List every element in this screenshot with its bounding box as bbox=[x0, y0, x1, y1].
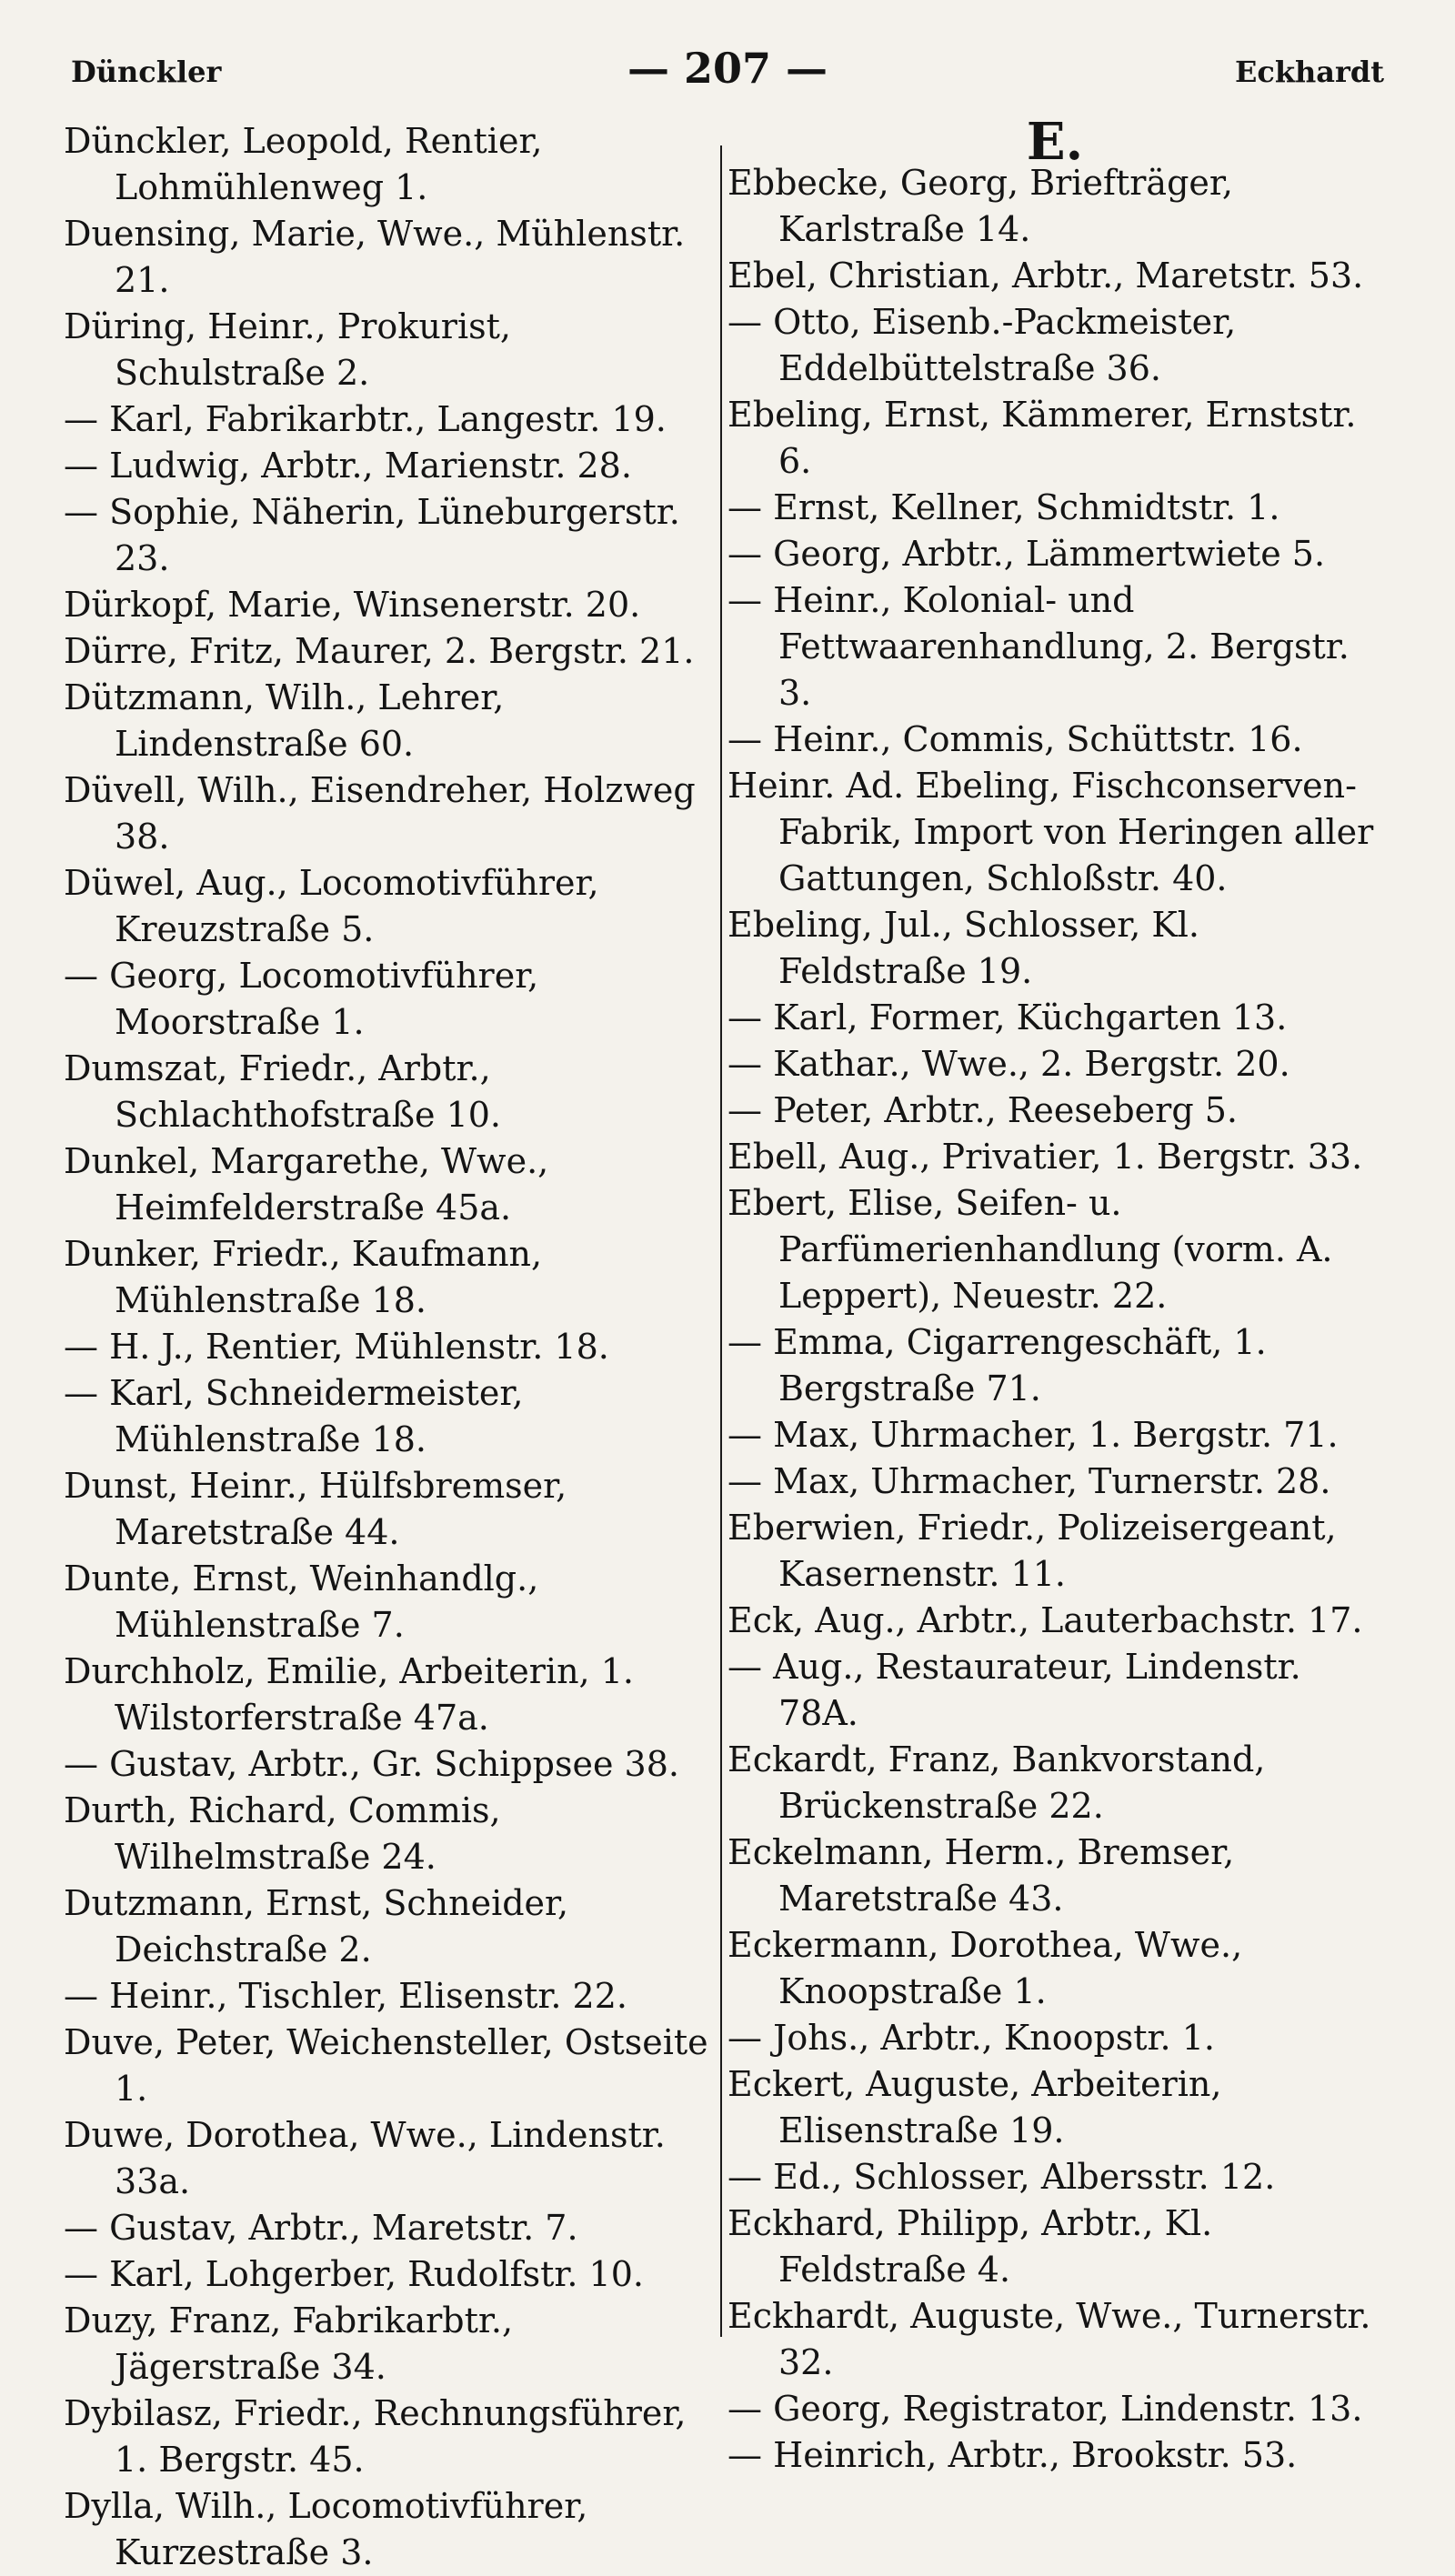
directory-entry: Eckardt, Franz, Bankvorstand, Brückenstraße 22. bbox=[728, 1739, 1266, 1826]
directory-entry: — Georg, Registrator, Lindenstr. 13. bbox=[728, 2389, 1363, 2429]
directory-entry: — Georg, Locomotivführer, Moorstraße 1. bbox=[64, 956, 539, 1042]
directory-entry: Dürkopf, Marie, Winsenerstr. 20. bbox=[64, 585, 641, 625]
directory-entry: — Max, Uhrmacher, 1. Bergstr. 71. bbox=[728, 1415, 1339, 1455]
directory-entry: Dunst, Heinr., Hülfsbremser, Maretstraße 44. bbox=[64, 1466, 567, 1552]
directory-entry: — Gustav, Arbtr., Gr. Schippsee 38. bbox=[64, 1744, 679, 1784]
directory-entry: Ebel, Christian, Arbtr., Maretstr. 53. bbox=[728, 256, 1364, 296]
directory-entry: Ebell, Aug., Privatier, 1. Bergstr. 33. bbox=[728, 1137, 1363, 1177]
directory-entry: Dybilasz, Friedr., Rechnungsführer, 1. Bergstr. 45. bbox=[64, 2393, 687, 2480]
directory-entry: Eckelmann, Herm., Bremser, Maretstraße 43. bbox=[728, 1832, 1235, 1919]
directory-entry: Ebeling, Jul., Schlosser, Kl. Feldstraße 19. bbox=[728, 905, 1199, 991]
running-head-left: Dünckler bbox=[71, 55, 222, 89]
directory-entry: — Kathar., Wwe., 2. Bergstr. 20. bbox=[728, 1044, 1290, 1084]
directory-entry: — Heinr., Commis, Schüttstr. 16. bbox=[728, 719, 1303, 759]
directory-entry: Düring, Heinr., Prokurist, Schulstraße 2. bbox=[64, 306, 511, 393]
directory-entry: Dützmann, Wilh., Lehrer, Lindenstraße 60. bbox=[64, 677, 505, 764]
directory-entry: Ebert, Elise, Seifen- u. Parfümerienhandlung (vorm. A. Leppert), Neuestr. 22. bbox=[728, 1183, 1333, 1316]
directory-entry: Eckhard, Philipp, Arbtr., Kl. Feldstraße 4. bbox=[728, 2203, 1213, 2290]
directory-entry: — Ed., Schlosser, Albersstr. 12. bbox=[728, 2157, 1276, 2197]
directory-entry: — Ernst, Kellner, Schmidtstr. 1. bbox=[728, 487, 1280, 527]
directory-entry: — Heinr., Tischler, Elisenstr. 22. bbox=[64, 1976, 627, 2016]
directory-entry: Ebeling, Ernst, Kämmerer, Ernststr. 6. bbox=[728, 395, 1357, 481]
directory-entry: — Georg, Arbtr., Lämmertwiete 5. bbox=[728, 534, 1326, 574]
directory-entry: Durth, Richard, Commis, Wilhelmstraße 24. bbox=[64, 1790, 501, 1877]
directory-entry: Dürre, Fritz, Maurer, 2. Bergstr. 21. bbox=[64, 631, 695, 671]
directory-entry: Düwel, Aug., Locomotivführer, Kreuzstraße 5. bbox=[64, 863, 599, 949]
directory-entry: Eckhardt, Auguste, Wwe., Turnerstr. 32. bbox=[728, 2296, 1371, 2382]
directory-entry: — Max, Uhrmacher, Turnerstr. 28. bbox=[728, 1461, 1331, 1501]
directory-entry: Dumszat, Friedr., Arbtr., Schlachthofstraße 10. bbox=[64, 1048, 502, 1135]
directory-entry: Dünckler, Leopold, Rentier, Lohmühlenweg 1. bbox=[64, 121, 543, 207]
directory-entry: — Sophie, Näherin, Lüneburgerstr. 23. bbox=[64, 492, 680, 578]
directory-entry: — Karl, Former, Küchgarten 13. bbox=[728, 997, 1288, 1037]
directory-entry: — Johs., Arbtr., Knoopstr. 1. bbox=[728, 2018, 1215, 2058]
directory-entry: Dunker, Friedr., Kaufmann, Mühlenstraße 18. bbox=[64, 1234, 543, 1320]
directory-entry: Eck, Aug., Arbtr., Lauterbachstr. 17. bbox=[728, 1600, 1363, 1640]
directory-entry: Dunkel, Margarethe, Wwe., Heimfelderstraße 45a. bbox=[64, 1141, 549, 1228]
directory-entry: Duwe, Dorothea, Wwe., Lindenstr. 33a. bbox=[64, 2115, 666, 2201]
running-head-right: Eckhardt bbox=[1234, 55, 1384, 89]
directory-entry: Duzy, Franz, Fabrikarbtr., Jägerstraße 34. bbox=[64, 2300, 514, 2387]
directory-entry: — Emma, Cigarrengeschäft, 1. Bergstraße 71. bbox=[728, 1322, 1267, 1408]
directory-entry: — Peter, Arbtr., Reeseberg 5. bbox=[728, 1090, 1238, 1130]
page-number: — 207 — bbox=[627, 44, 828, 93]
right-column bbox=[728, 112, 1382, 2475]
directory-entry: Dutzmann, Ernst, Schneider, Deichstraße 2. bbox=[64, 1883, 569, 1970]
directory-entry: Eckermann, Dorothea, Wwe., Knoopstraße 1. bbox=[728, 1925, 1243, 2011]
directory-entry: — Aug., Restaurateur, Lindenstr. 78A. bbox=[728, 1647, 1301, 1733]
directory-entry: — Gustav, Arbtr., Maretstr. 7. bbox=[64, 2208, 578, 2248]
directory-entry: Ebbecke, Georg, Briefträger, Karlstraße 14. bbox=[728, 163, 1233, 249]
directory-entry: Heinr. Ad. Ebeling, Fischconserven-Fabrik, Import von Heringen aller Gattungen, Schloßstr. 40. bbox=[728, 766, 1374, 898]
directory-entry: — Karl, Schneidermeister, Mühlenstraße 18. bbox=[64, 1373, 524, 1459]
page-header bbox=[71, 44, 1384, 102]
directory-entry: — Heinr., Kolonial- und Fettwaarenhandlung, 2. Bergstr. 3. bbox=[728, 580, 1350, 713]
directory-entry: Duve, Peter, Weichensteller, Ostseite 1. bbox=[64, 2022, 708, 2109]
directory-entry: — Karl, Fabrikarbtr., Langestr. 19. bbox=[64, 399, 667, 439]
directory-entry: Eckert, Auguste, Arbeiterin, Elisenstraße 19. bbox=[728, 2064, 1222, 2150]
directory-entry: Dylla, Wilh., Locomotivführer, Kurzestraße 3. bbox=[64, 2486, 588, 2572]
directory-entry: Eberwien, Friedr., Polizeisergeant, Kasernenstr. 11. bbox=[728, 1508, 1337, 1594]
directory-entry: Düvell, Wilh., Eisendreher, Holzweg 38. bbox=[64, 770, 696, 857]
directory-entry: Dunte, Ernst, Weinhandlg., Mühlenstraße 7. bbox=[64, 1559, 539, 1645]
directory-entry: — Karl, Lohgerber, Rudolfstr. 10. bbox=[64, 2254, 644, 2294]
column-divider bbox=[720, 145, 722, 2337]
directory-entry: — Heinrich, Arbtr., Brookstr. 53. bbox=[728, 2435, 1298, 2475]
directory-entry: — Otto, Eisenb.-Packmeister, Eddelbüttelstraße 36. bbox=[728, 302, 1237, 388]
directory-entry: — H. J., Rentier, Mühlenstr. 18. bbox=[64, 1327, 609, 1367]
directory-entry: Durchholz, Emilie, Arbeiterin, 1. Wilstorferstraße 47a. bbox=[64, 1651, 634, 1738]
section-letter-heading: E. bbox=[1026, 112, 1084, 172]
left-column bbox=[64, 118, 718, 2572]
directory-entry: — Ludwig, Arbtr., Marienstr. 28. bbox=[64, 446, 632, 486]
directory-entry: Duensing, Marie, Wwe., Mühlenstr. 21. bbox=[64, 214, 686, 300]
